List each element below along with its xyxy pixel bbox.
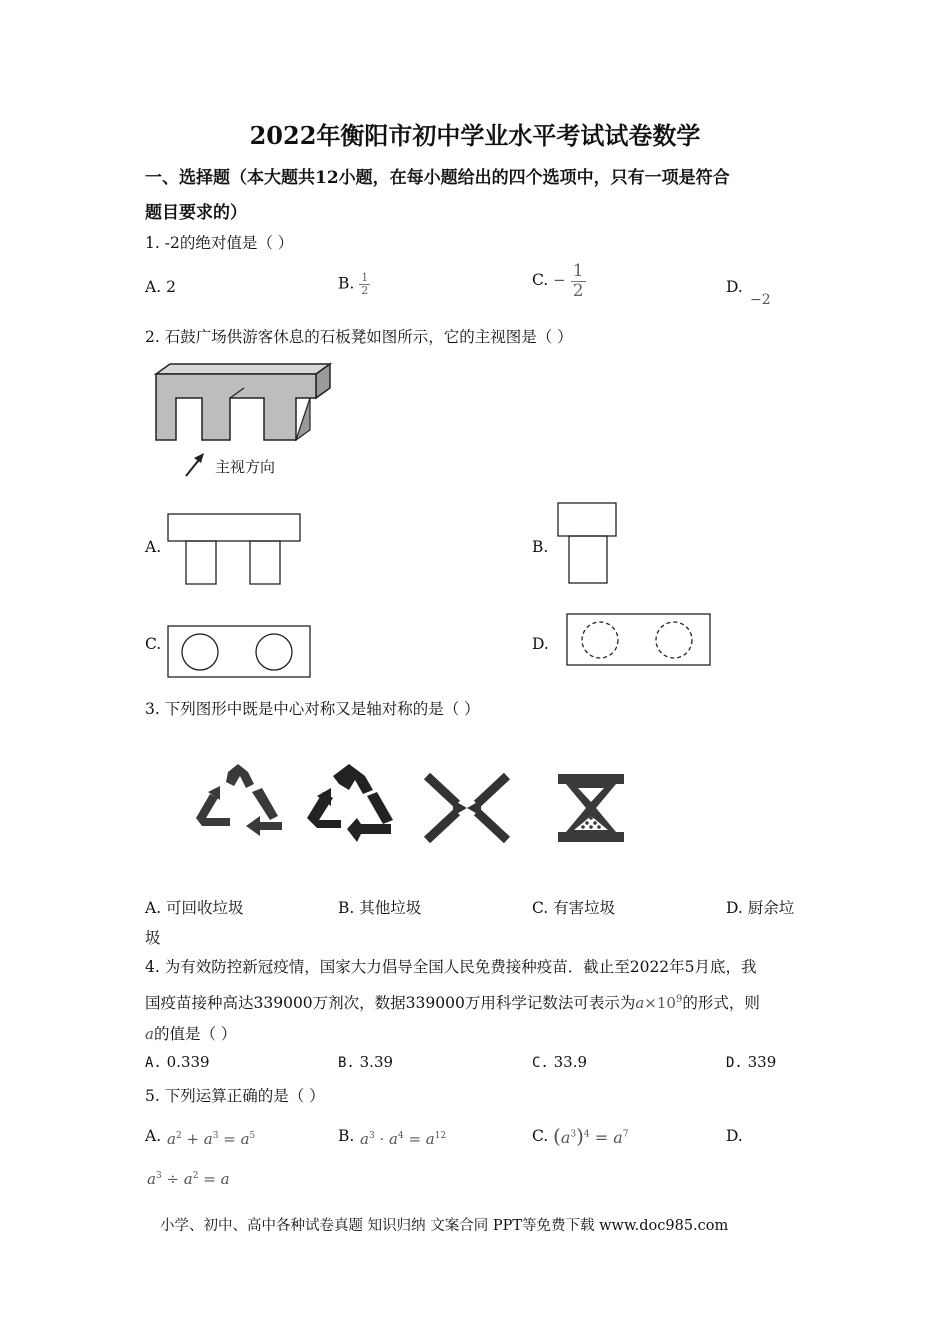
q4-line2 — [145, 991, 760, 1013]
q4-option-c[interactable] — [532, 1053, 587, 1071]
q5-option-b-expr: $a^3 \cdot a^4 = a^{12}$ — [360, 1130, 447, 1148]
q5-option-a-expr: $a^2 + a^3 = a^5$ — [167, 1130, 256, 1148]
q4-option-d[interactable] — [726, 1053, 776, 1071]
q4-line3 — [145, 1022, 236, 1044]
recycle-icon — [190, 762, 286, 844]
q2-option-c-figure[interactable] — [167, 625, 313, 680]
q1-stem: 1. -2的绝对值是（ ） — [145, 234, 294, 252]
q4-line3-text: 的值是（ ） — [153, 1025, 237, 1043]
page-title: 2022年衡阳市初中学业水平考试试卷数学 — [249, 121, 701, 150]
q5-option-a-label[interactable]: A. — [145, 1127, 162, 1145]
q2-option-d-figure[interactable] — [566, 613, 713, 668]
q2-option-b-label[interactable]: B. — [532, 538, 549, 556]
kitchen-waste-icon — [556, 772, 626, 844]
hazardous-waste-icon — [423, 772, 511, 844]
q3-option-b[interactable]: B. 其他垃圾 — [338, 899, 422, 917]
q1-option-a[interactable] — [145, 278, 176, 296]
q1-option-c[interactable] — [532, 262, 586, 300]
q4-line1: 4. 为有效防控新冠疫情，国家大力倡导全国人民免费接种疫苗．截止至2022年5月底，我 — [145, 958, 757, 976]
fraction-denominator: 2 — [572, 280, 584, 301]
q4-option-a-value: 0.339 — [166, 1053, 210, 1071]
q3-option-d[interactable]: D. 厨余垃 — [726, 899, 795, 917]
q3-stem: 3. 下列图形中既是中心对称又是轴对称的是（ ） — [145, 700, 480, 718]
q5-option-c-expr: $(a^3)^4 = a^7$ — [553, 1124, 629, 1148]
fraction-numerator: 1 — [572, 261, 584, 281]
q4-option-c-value: 33.9 — [553, 1053, 588, 1071]
q3-option-a[interactable]: A. 可回收垃圾 — [145, 899, 244, 917]
q2-option-c-label[interactable]: C. — [145, 635, 162, 653]
section-heading-line1: 一、选择题（本大题共12小题，在每小题给出的四个选项中，只有一项是符合 — [145, 168, 730, 188]
q2-option-b-figure[interactable] — [557, 502, 619, 586]
q4-line2-text: 国疫苗接种高达339000万剂次，数据339000万用科学记数法可表示为 — [145, 994, 636, 1012]
q5-option-c-label[interactable]: C. — [532, 1127, 549, 1145]
q2-option-a-label[interactable]: A. — [145, 538, 162, 556]
q4-option-b[interactable] — [338, 1053, 393, 1071]
fraction-denominator: 2 — [361, 284, 369, 298]
q1-option-b[interactable] — [338, 272, 370, 297]
q4-line2-tail: 的形式，则 — [682, 994, 760, 1012]
q2-option-d-label[interactable]: D. — [532, 635, 549, 653]
direction-label: 主视方向 — [215, 458, 276, 476]
q5-stem: 5. 下列运算正确的是（ ） — [145, 1087, 325, 1105]
q5-option-d-expr: $a^3 \div a^2 = a$ — [147, 1170, 230, 1188]
q3-option-c[interactable]: C. 有害垃圾 — [532, 899, 616, 917]
q4-option-a-label: A. — [145, 1055, 162, 1071]
q4-var-a2: a — [145, 1025, 154, 1043]
q4-option-d-value: 339 — [747, 1053, 777, 1071]
q1-option-d-label[interactable]: D. — [726, 278, 743, 296]
q1-option-d-value: −2 — [750, 292, 771, 308]
q1-option-c-fraction — [571, 262, 586, 300]
section-heading-line2: 题目要求的） — [145, 203, 247, 223]
q1-option-c-sign: − — [553, 271, 566, 290]
fraction-numerator: 1 — [361, 271, 369, 284]
q2-option-a-figure[interactable] — [167, 513, 303, 587]
q4-option-a[interactable] — [145, 1053, 210, 1071]
q4-exponent: 9 — [675, 993, 683, 1005]
arrow-icon — [180, 450, 210, 480]
q4-option-d-label: D. — [726, 1055, 743, 1071]
q2-stem: 2. 石鼓广场供游客休息的石板凳如图所示，它的主视图是（ ） — [145, 328, 573, 346]
q5-option-b-label[interactable]: B. — [338, 1127, 355, 1145]
other-waste-icon — [303, 762, 397, 844]
q5-option-d-label[interactable]: D. — [726, 1127, 743, 1145]
q1-option-a-label: A. — [145, 278, 162, 296]
q1-option-b-fraction — [359, 272, 370, 297]
q4-var-a: a — [635, 994, 645, 1012]
q4-option-c-label: C. — [532, 1055, 549, 1071]
page-footer: 小学、初中、高中各种试卷真题 知识归纳 文案合同 PPT等免费下载 www.doc985.com — [160, 1218, 729, 1234]
bench-3d-figure — [150, 360, 335, 445]
q1-option-a-value: 2 — [166, 278, 176, 296]
q3-option-d-wrap: 圾 — [145, 929, 161, 947]
q1-option-c-label: C. — [532, 271, 549, 290]
q1-option-b-label: B. — [338, 274, 355, 293]
q4-option-b-value: 3.39 — [359, 1053, 394, 1071]
q4-option-b-label: B. — [338, 1055, 355, 1071]
q4-times-ten: ×10 — [644, 994, 676, 1012]
